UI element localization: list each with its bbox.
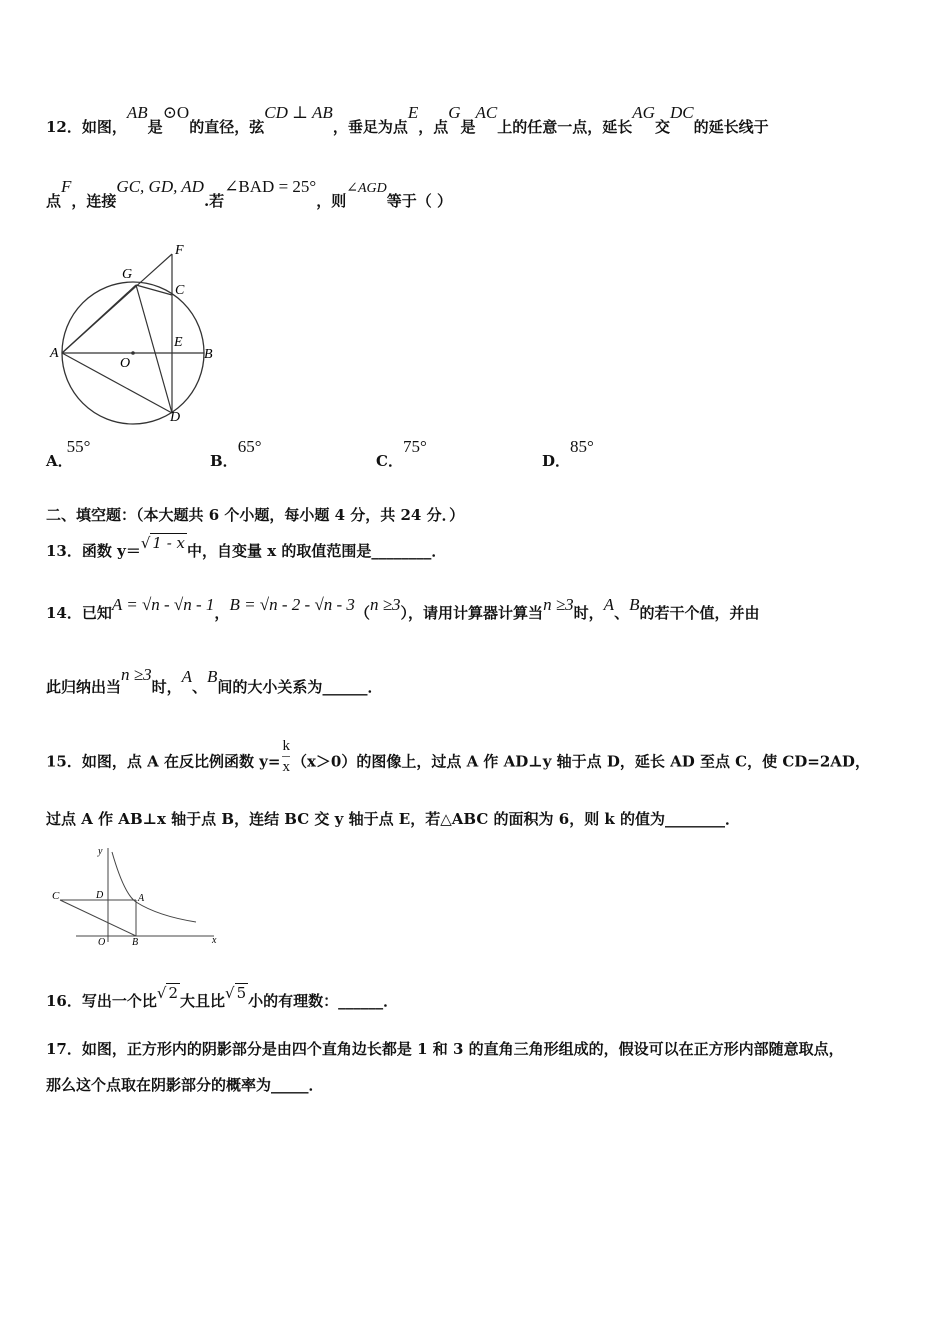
math-G: G — [448, 103, 461, 122]
q17-text: 那么这个点取在阴影部分的概率为 — [46, 1076, 272, 1094]
q12-text: 点 — [46, 192, 62, 210]
q13-text: 函数 y＝ — [81, 542, 141, 560]
math-n-ge-3: n ≥3 — [543, 595, 574, 614]
q16-text: 小的有理数： — [248, 992, 339, 1010]
q12-text: 如图， — [81, 118, 127, 136]
q16-radicand-2: 2 — [168, 984, 178, 1002]
math-A-expression: A = √n - √n - 1 — [111, 595, 215, 614]
q14-text: ），请用计算器计算当 — [400, 604, 544, 622]
q12-circle-figure — [44, 240, 224, 425]
q14-text: 间的大小关系为 — [217, 678, 323, 696]
q13 — [46, 534, 447, 561]
q14-text: （ — [354, 604, 370, 622]
q14-text: 已知 — [81, 604, 112, 622]
label-A: A — [50, 346, 59, 361]
option-label: D． — [542, 452, 571, 470]
q16-end: ． — [383, 992, 399, 1010]
q12-text: 上的任意一点，延长 — [497, 118, 633, 136]
q12-text: ，垂足为点 — [332, 118, 408, 136]
label-B: B — [204, 347, 213, 362]
sqrt-icon: √ — [156, 984, 167, 1002]
q13-number: 13． — [46, 542, 82, 560]
label-y: y — [98, 846, 103, 857]
q13-text: 中，自变量 x 的取值范围是 — [187, 542, 372, 560]
q15-line2 — [46, 808, 740, 829]
q14-end: ． — [367, 678, 383, 696]
label-D: D — [96, 890, 104, 901]
label-C: C — [175, 283, 185, 298]
q15-end: ． — [725, 810, 741, 828]
label-F: F — [175, 243, 184, 258]
fraction-numerator: k — [282, 736, 290, 757]
option-value: 85° — [570, 437, 594, 456]
option-B — [210, 437, 262, 471]
segment-CB — [60, 900, 136, 936]
q12-line1 — [46, 103, 769, 137]
option-C — [376, 437, 427, 471]
q17-answer-blank: _____ — [271, 1076, 309, 1094]
q12-text: 是 — [147, 118, 163, 136]
label-C: C — [52, 890, 60, 902]
q17-line2 — [46, 1074, 324, 1095]
q12-line2 — [46, 177, 452, 211]
math-B: B — [207, 667, 218, 686]
q13-answer-blank: ________ — [371, 542, 432, 560]
section-2-title: 二、填空题：（本大题共 6 个小题，每小题 4 分，共 24 分．） — [46, 506, 465, 524]
hyperbola-curve — [112, 852, 196, 922]
q12-text: 交 — [654, 118, 670, 136]
q14-text: 此归纳出当 — [46, 678, 122, 696]
label-O: O — [120, 356, 131, 371]
q16-number: 16． — [46, 992, 82, 1010]
label-D: D — [170, 410, 181, 425]
math-AB: AB — [126, 103, 148, 122]
math-n-ge-3: n ≥3 — [369, 595, 401, 614]
q14-number: 14． — [46, 604, 82, 622]
q14-text: 时， — [151, 678, 182, 696]
fraction-denominator: x — [282, 759, 290, 775]
math-AC: AC — [475, 103, 498, 122]
label-G: G — [122, 267, 133, 282]
q15-graph-figure — [48, 844, 228, 949]
q15-line1 — [46, 738, 870, 783]
q16-radicand-5: 5 — [236, 984, 247, 1002]
q15-text: （x＞0）的图像上，过点 A 作 AD⊥y 轴于点 D，延长 AD 至点 C，使 CD=2AD， — [291, 752, 870, 771]
q14-line1 — [46, 595, 760, 623]
segment-AD — [62, 353, 172, 413]
label-E: E — [174, 335, 183, 350]
option-value: 55° — [66, 437, 91, 456]
fraction-k-over-x — [282, 736, 290, 777]
option-value: 75° — [402, 437, 427, 456]
math-AG: AG — [632, 103, 655, 122]
math-n-ge-3: n ≥3 — [121, 665, 152, 684]
q14-text: 时， — [573, 604, 604, 622]
option-value: 65° — [237, 437, 262, 456]
q14-line2 — [46, 665, 383, 697]
option-D — [542, 437, 594, 471]
q17-end: ． — [308, 1076, 324, 1094]
q16-answer-blank: ______ — [338, 992, 384, 1010]
math-segment-list: GC, GD, AD — [116, 177, 204, 196]
math-A: A — [603, 595, 615, 614]
math-DC: DC — [669, 103, 694, 122]
q12-number: 12． — [46, 118, 82, 136]
q12-text: 的延长线于 — [693, 118, 769, 136]
q12-text: 的直径，弦 — [189, 118, 265, 136]
segment-GD — [136, 285, 172, 413]
center-point — [131, 351, 135, 355]
math-angle-AGD: ∠AGD — [346, 181, 387, 196]
sqrt-icon: √ — [225, 984, 235, 1002]
math-E: E — [407, 103, 419, 122]
q12-text: ，点 — [418, 118, 449, 136]
sqrt-icon: √ — [140, 534, 151, 552]
label-A: A — [138, 893, 145, 904]
math-A: A — [181, 667, 193, 686]
math-circle-O: ⊙O — [162, 103, 190, 122]
option-label: A． — [46, 452, 73, 470]
math-B-expression: B = √n - 2 - √n - 3 — [229, 595, 355, 614]
q14-text: 、 — [192, 678, 208, 696]
option-A — [46, 437, 96, 471]
option-label: B． — [210, 452, 238, 470]
math-F: F — [61, 177, 72, 196]
q16 — [46, 984, 399, 1011]
q14-text: 、 — [614, 604, 630, 622]
q14-answer-blank: ______ — [322, 678, 368, 696]
q13-end: ． — [431, 542, 447, 560]
q14-text: ， — [214, 604, 230, 622]
q17-line1: 17．如图，正方形内的阴影部分是由四个直角边长都是 1 和 3 的直角三角形组成的，假设可以在正方形内部随意取点， — [46, 1040, 844, 1058]
math-B: B — [629, 595, 640, 614]
q12-text: .若 — [203, 192, 225, 210]
q12-text: 等于（ ） — [386, 192, 452, 210]
q12-text: 是 — [460, 118, 476, 136]
math-angle-BAD: ∠BAD = 25° — [224, 177, 317, 196]
q15-number: 15． — [46, 752, 82, 771]
math-CD-perp-AB: CD ⊥ AB — [264, 103, 333, 122]
q15-answer-blank: ________ — [665, 810, 726, 828]
label-B: B — [132, 937, 139, 948]
segment-AG — [62, 285, 136, 353]
q15-text: 如图，点 A 在反比例函数 y= — [81, 752, 281, 771]
label-O: O — [98, 937, 106, 948]
q13-radicand: 1 - x — [152, 534, 185, 552]
q12-text: ，则 — [316, 192, 347, 210]
q15-text: 过点 A 作 AB⊥x 轴于点 B，连结 BC 交 y 轴于点 E，若△ABC 的面积为 6，则 k 的值为 — [46, 810, 666, 828]
label-x: x — [212, 935, 217, 946]
q14-text: 的若干个值，并由 — [639, 604, 760, 622]
q16-text: 大且比 — [180, 992, 226, 1010]
option-label: C． — [376, 452, 403, 470]
q12-text: ，连接 — [71, 192, 117, 210]
q16-text: 写出一个比 — [81, 992, 157, 1010]
